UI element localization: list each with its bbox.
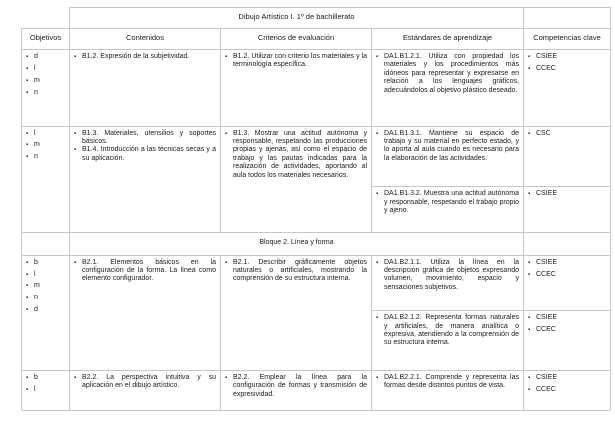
- list-item: ▪ m: [25, 141, 65, 149]
- list-item: ▪ CSIEE: [527, 374, 606, 382]
- list-item: ▪ DA1.B1.3.2. Muestra una actitud autónoma y responsable, respetando el trabajo propio y ajeno.: [375, 190, 519, 215]
- list-item: ▪ B1.2. Utilizar con criterio los materiales y la terminología específica.: [224, 53, 367, 70]
- list-item: ▪ CSIEE: [527, 53, 606, 61]
- contenidos-cell: [70, 255, 221, 370]
- list-item: ▪ B2.2. Emplear la línea para la configuración de formas y transmisión de expresividad.: [224, 374, 367, 399]
- list-item: ▪ l: [25, 386, 65, 394]
- list-item: ▪ DA1.B1.2.1. Utiliza con propiedad los materiales y los procedimientos más idóneos para representar y expresarse en relación a los lenguajes gráficos, adecuándolos al objetivo plástico deseado.: [375, 53, 519, 95]
- list-item: ▪ B1.4. Introducción a las técnicas secas y a su aplicación.: [73, 146, 216, 163]
- competencias-cell: [524, 311, 611, 371]
- list-item: ▪ CSIEE: [527, 259, 606, 267]
- list-item: ▪ CCEC: [527, 65, 606, 73]
- list-item: ▪ d: [25, 53, 65, 61]
- block2-title: Bloque 2. Línea y forma: [70, 232, 524, 255]
- curriculum-table: [21, 7, 611, 411]
- list-item: ▪ CSC: [527, 130, 606, 138]
- criterios-cell: [221, 126, 372, 232]
- table-title: Dibujo Artístico I. 1º de bachillerato: [70, 8, 524, 29]
- objetivos-cell: [22, 255, 70, 370]
- list-item: ▪ b: [25, 374, 65, 382]
- contenidos-cell: [70, 49, 221, 126]
- list-item: ▪ n: [25, 89, 65, 97]
- header-criterios: Criterios de evaluación: [221, 28, 372, 49]
- objetivos-cell: [22, 371, 70, 411]
- block-title-right: [524, 232, 611, 255]
- criterios-cell: [221, 255, 372, 370]
- block-title-left: [22, 232, 70, 255]
- list-item: ▪ l: [25, 130, 65, 138]
- list-item: ▪ B2.1. Elementos básicos en la configuración de la forma. La línea como elemento configurador.: [73, 259, 216, 284]
- estandares-cell: [372, 187, 524, 232]
- list-item: ▪ DA1.B2.1.1. Utiliza la línea en la descripción gráfica de objetos expresando volumen, movimiento, espacio y sensaciones subjetivos.: [375, 259, 519, 293]
- list-item: ▪ m: [25, 282, 65, 290]
- list-item: ▪ CCEC: [527, 386, 606, 394]
- estandares-cell: [372, 255, 524, 311]
- list-item: ▪ B1.2. Expresión de la subjetividad.: [73, 53, 216, 61]
- list-item: ▪ d: [25, 306, 65, 314]
- corner-cell-right: [524, 8, 611, 29]
- list-item: ▪ B1.3. Mostrar una actitud autónoma y responsable, respetando las producciones propias y ajenas, así como el espacio de trabajo y las pautas indicadas para la realización de actividades, aportando al aula todos los materiales necesarios.: [224, 130, 367, 180]
- competencias-cell: [524, 255, 611, 311]
- list-item: ▪ CSIEE: [527, 190, 606, 198]
- criterios-cell: [221, 49, 372, 126]
- header-competencias: Competencias clave: [524, 28, 611, 49]
- competencias-cell: [524, 371, 611, 411]
- list-item: ▪ CSIEE: [527, 314, 606, 322]
- competencias-cell: [524, 187, 611, 232]
- estandares-cell: [372, 126, 524, 187]
- list-item: ▪ l: [25, 271, 65, 279]
- contenidos-cell: [70, 126, 221, 232]
- list-item: ▪ B2.2. La perspectiva intuitiva y su aplicación en el dibujo artístico.: [73, 374, 216, 391]
- objetivos-list: [25, 53, 65, 97]
- estandares-cell: [372, 49, 524, 126]
- list-item: ▪ n: [25, 153, 65, 161]
- competencias-cell: [524, 49, 611, 126]
- criterios-cell: [221, 371, 372, 411]
- list-item: ▪ m: [25, 77, 65, 85]
- header-estandares: Estándares de aprendizaje: [372, 28, 524, 49]
- list-item: ▪ DA1.B1.3.1. Mantiene su espacio de trabajo y su material en perfecto estado, y lo aporta al aula cuando es necesario para la elaboración de las actividades.: [375, 130, 519, 164]
- header-objetivos: Objetivos: [22, 28, 70, 49]
- list-item: ▪ CCEC: [527, 271, 606, 279]
- list-item: ▪ l: [25, 65, 65, 73]
- objetivos-cell: [22, 49, 70, 126]
- list-item: ▪ CCEC: [527, 326, 606, 334]
- header-contenidos: Contenidos: [70, 28, 221, 49]
- list-item: ▪ B1.3. Materiales, utensilios y soportes básicos.: [73, 130, 216, 147]
- list-item: ▪ DA1.B2.1.2. Representa formas naturales y artificiales, de manera analítica o expresiva, atendiendo a la comprensión de su estructura interna.: [375, 314, 519, 348]
- estandares-cell: [372, 311, 524, 371]
- list-item: ▪ b: [25, 259, 65, 267]
- list-item: ▪ n: [25, 294, 65, 302]
- list-item: ▪ DA1.B2.2.1. Comprende y representa las formas desde distintos puntos de vista.: [375, 374, 519, 391]
- competencias-cell: [524, 126, 611, 187]
- contenidos-cell: [70, 371, 221, 411]
- list-item: ▪ B2.1. Describir gráficamente objetos naturales o artificiales, mostrando la comprensión de su estructura interna.: [224, 259, 367, 284]
- estandares-cell: [372, 371, 524, 411]
- corner-cell: [22, 8, 70, 29]
- objetivos-cell: [22, 126, 70, 232]
